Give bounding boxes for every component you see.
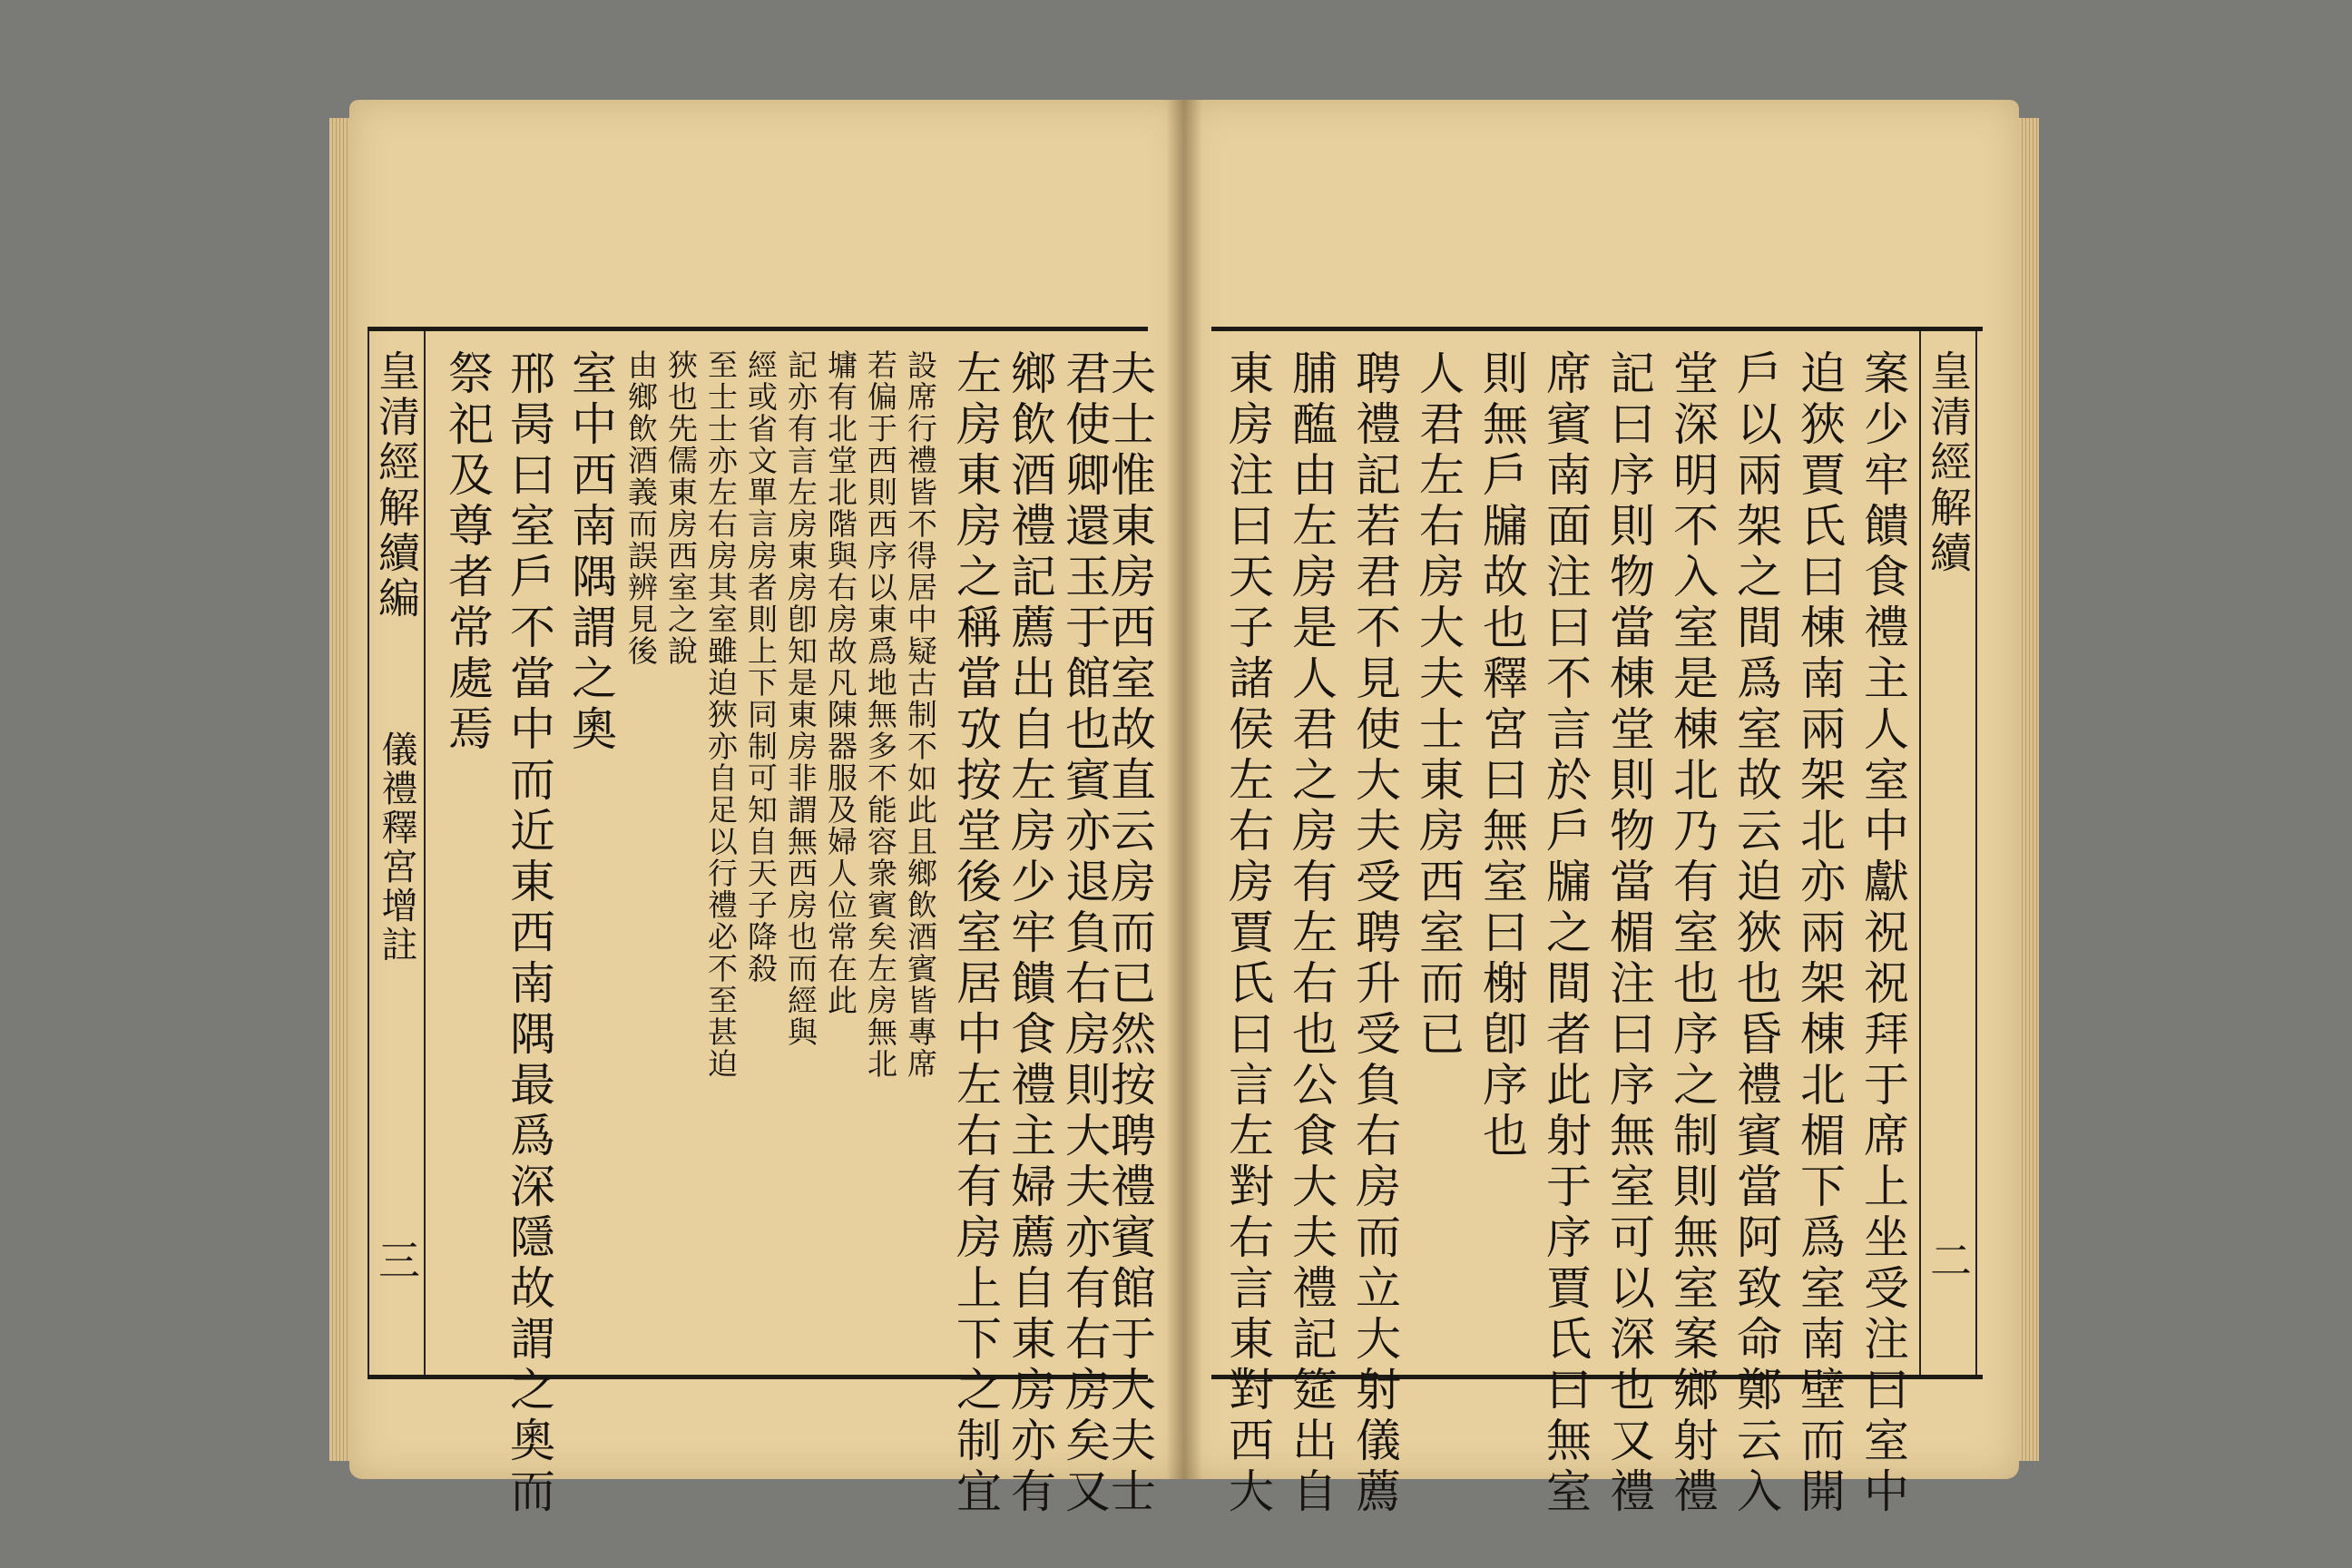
left-page-number: 三 xyxy=(372,1239,421,1280)
text-column: 若偏于西則西序以東爲地無多不能容衆賓矣左房無北 xyxy=(863,349,898,1080)
left-page-frame xyxy=(368,327,1156,1518)
right-margin-title: 皇清經解續 xyxy=(1924,349,1973,576)
left-margin-subtitle: 儀禮釋宮增註 xyxy=(376,730,417,965)
right-page-frame xyxy=(1211,327,1983,1518)
text-column: 鄉飲酒禮記薦出自左房少牢饋食禮主婦薦自東房亦有 xyxy=(1004,349,1056,1518)
text-column: 墉有北堂北階與右房故凡陳器服及婦人位常在此 xyxy=(823,349,858,1016)
text-column: 夫士惟東房西室故直云房而已然按聘禮賓館于大夫士 xyxy=(1103,349,1156,1518)
right-page xyxy=(1184,100,2019,1518)
text-column: 邢昺曰室戶不當中而近東西南隅最爲深隱故謂之奧而 xyxy=(503,349,555,1518)
right-margin-title-column xyxy=(1919,331,1977,1375)
text-column: 迫狹賈氏曰棟南兩架北亦兩架棟北楣下爲室南壁而開 xyxy=(1793,349,1846,1518)
text-column: 則無戶牖故也釋宮曰無室曰榭卽序也 xyxy=(1475,349,1528,1162)
text-column: 席賓南面注曰不言於戶牖之間者此射于序賈氏曰無室 xyxy=(1539,349,1592,1518)
text-column: 聘禮記若君不見使大夫受聘升受負右房而立大射儀薦 xyxy=(1348,349,1401,1518)
text-column: 記亦有言左房東房卽知是東房非謂無西房也而經與 xyxy=(783,349,818,1048)
text-column: 堂深明不入室是棟北乃有室也序之制則無室案鄉射禮 xyxy=(1666,349,1719,1518)
text-column: 室中西南隅謂之奧 xyxy=(564,349,617,756)
left-page xyxy=(349,100,1184,1518)
text-column: 脯醢由左房是人君之房有左右也公食大夫禮記筵出自 xyxy=(1285,349,1338,1518)
text-column: 戶以兩架之間爲室故云迫狹也昏禮賓當阿致命鄭云入 xyxy=(1730,349,1782,1518)
text-column: 經或省文單言房者則上下同制可知自天子降殺 xyxy=(743,349,779,985)
text-column: 由鄉飲酒義而誤辨見後 xyxy=(623,349,659,667)
text-column: 君使卿還玉于館也賓亦退負右房則大夫亦有右房矣又 xyxy=(1058,349,1111,1518)
left-margin-title-column xyxy=(368,331,426,1375)
left-margin-title: 皇清經解續編 xyxy=(372,349,421,622)
right-page-number: 二 xyxy=(1924,1239,1973,1280)
text-column: 左房東房之稱當攷按堂後室居中左右有房上下之制宜 xyxy=(949,349,1002,1518)
text-column: 設席行禮皆不得居中疑古制不如此且鄉飲酒賓皆專席 xyxy=(903,349,938,1080)
text-column: 人君左右房大夫士東房西室而已 xyxy=(1412,349,1465,1061)
text-column: 案少牢饋食禮主人室中獻祝祝拜于席上坐受注曰室中 xyxy=(1857,349,1909,1518)
text-column: 記曰序則物當棟堂則物當楣注曰序無室可以深也又禮 xyxy=(1602,349,1655,1518)
book-gutter xyxy=(1166,100,1202,1479)
text-column: 狹也先儒東房西室之說 xyxy=(663,349,699,667)
open-book xyxy=(349,100,2019,1518)
text-column: 至士士亦左右房其室雖迫狹亦自足以行禮必不至甚迫 xyxy=(703,349,739,1080)
text-column: 東房注曰天子諸侯左右房賈氏曰言左對右言東對西大 xyxy=(1221,349,1274,1518)
text-column: 祭祀及尊者常處焉 xyxy=(441,349,494,756)
